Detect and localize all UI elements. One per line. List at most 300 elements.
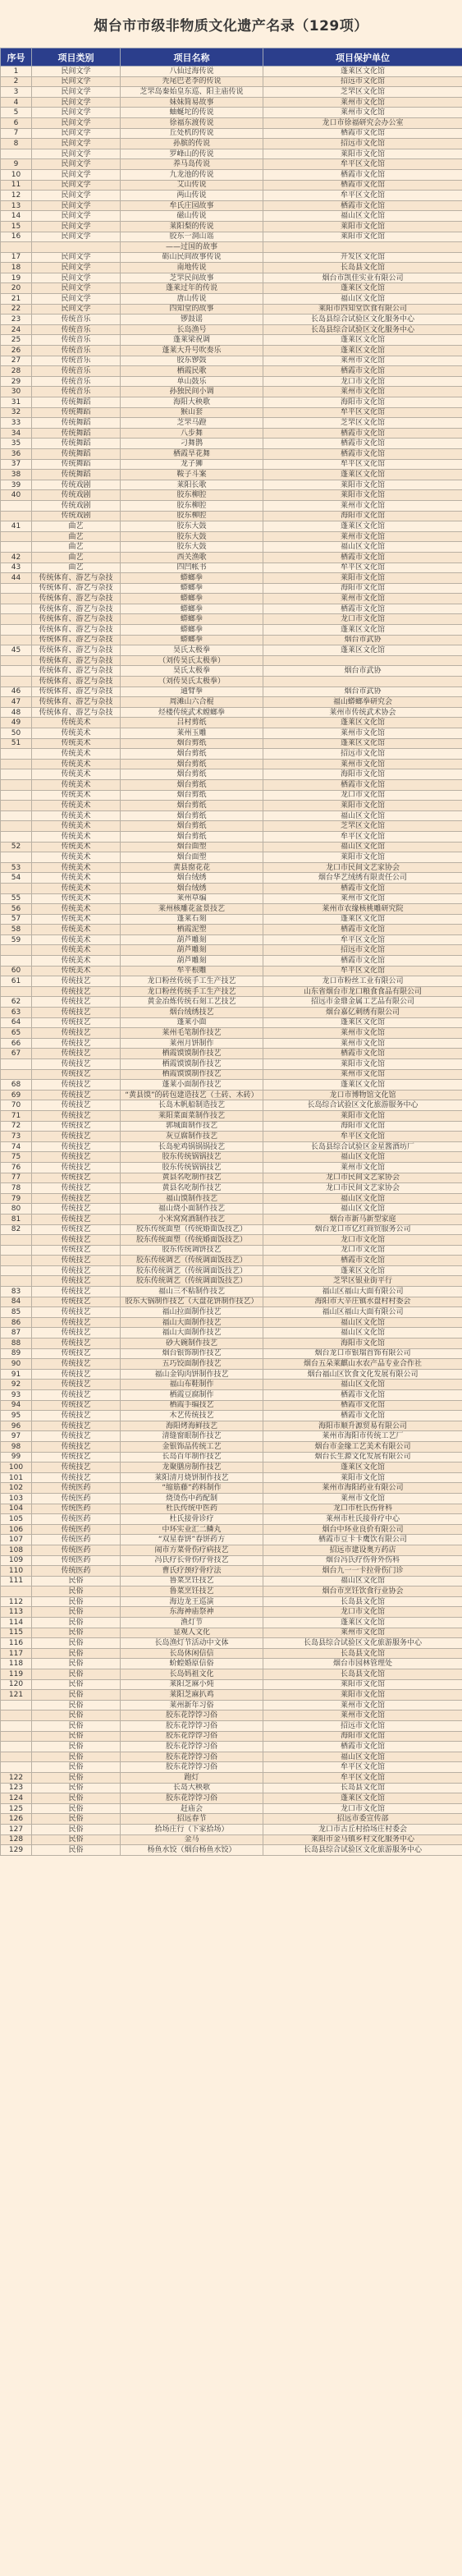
cell-project-name: 烟台剪纸 [121, 801, 263, 811]
cell-project-name: 烧烫伤中药配制 [121, 1493, 263, 1504]
cell-project-name: 蓬莱石刻 [121, 914, 263, 925]
table-row [1, 1256, 462, 1266]
cell-index: 30 [1, 387, 32, 397]
cell-project-name: 罗峰山的传说 [121, 149, 263, 159]
cell-protection-unit: 栖霞市文化馆 [263, 1390, 462, 1401]
cell-category: 传统技艺 [32, 1038, 121, 1049]
table-row [1, 418, 462, 429]
cell-project-name: 烟台剪纸 [121, 779, 263, 790]
cell-index: 7 [1, 128, 32, 139]
table-row [1, 873, 462, 884]
table-row [1, 883, 462, 893]
cell-index: 86 [1, 1317, 32, 1328]
cell-protection-unit: 莱州市海阳市传统工艺厂 [263, 1431, 462, 1442]
table-row [1, 604, 462, 614]
cell-index [1, 852, 32, 863]
cell-protection-unit: 莱阳市文化馆 [263, 490, 462, 501]
cell-protection-unit [263, 677, 462, 687]
cell-category: 传统技艺 [32, 986, 121, 997]
cell-index [1, 531, 32, 542]
table-row [1, 583, 462, 594]
cell-category: 传统美术 [32, 934, 121, 945]
table-row [1, 1390, 462, 1401]
cell-protection-unit: 莱州市文化馆 [263, 1162, 462, 1173]
cell-protection-unit: 龙口市古丘村拾场庄村委会 [263, 1824, 462, 1834]
table-row [1, 191, 462, 201]
cell-protection-unit: 烟台龙口市银瑞首饰有限公司 [263, 1348, 462, 1359]
cell-protection-unit: 莱州市文化馆 [263, 108, 462, 118]
cell-category: 民俗 [32, 1607, 121, 1618]
table-row [1, 594, 462, 604]
table-row [1, 1224, 462, 1235]
table-row [1, 200, 462, 211]
cell-category: 传统美术 [32, 873, 121, 884]
table-row [1, 428, 462, 439]
cell-index: 37 [1, 459, 32, 470]
cell-project-name: 南地传说 [121, 263, 263, 273]
cell-project-name: 妹妹简易故事 [121, 97, 263, 108]
cell-project-name: 单山鼓乐 [121, 376, 263, 387]
cell-protection-unit: 福山蟒螂拳研究会 [263, 697, 462, 708]
table-row [1, 1214, 462, 1224]
cell-category: 民俗 [32, 1803, 121, 1814]
cell-protection-unit: 芝罘区文化馆 [263, 418, 462, 429]
cell-index: 53 [1, 862, 32, 873]
cell-index [1, 583, 32, 594]
cell-project-name: 周滩山六合棍 [121, 697, 263, 708]
cell-category: 传统美术 [32, 831, 121, 842]
cell-index: 33 [1, 418, 32, 429]
table-row [1, 180, 462, 191]
cell-category: 传统技艺 [32, 1069, 121, 1080]
cell-protection-unit [263, 242, 462, 253]
cell-project-name: 莱阳菜面菜制作技艺 [121, 1110, 263, 1121]
cell-protection-unit: 莱阳市文化馆 [263, 852, 462, 863]
table-row [1, 1834, 462, 1845]
cell-protection-unit: 栖霞市文化馆 [263, 779, 462, 790]
cell-project-name: 莱州草编 [121, 893, 263, 904]
cell-protection-unit: 福山区文化馆 [263, 1193, 462, 1204]
cell-category: 传统舞蹈 [32, 470, 121, 480]
cell-category: 民俗 [32, 1659, 121, 1669]
cell-category: 传统技艺 [32, 1173, 121, 1183]
cell-index [1, 1721, 32, 1732]
cell-index: 49 [1, 718, 32, 728]
table-row [1, 1162, 462, 1173]
cell-project-name: 蟒螂拳 [121, 604, 263, 614]
cell-project-name: 烃楼传统武术螳螂拳 [121, 707, 263, 718]
cell-project-name: 通臂拳 [121, 686, 263, 697]
table-row [1, 1824, 462, 1834]
cell-protection-unit: 招远市文化馆 [263, 139, 462, 149]
cell-project-name: 胶东传统调艺（传统调面饭技艺） [121, 1276, 263, 1287]
cell-project-name: 黄金冶炼传统石刻工艺技艺 [121, 997, 263, 1008]
cell-category: 传统技艺 [32, 1080, 121, 1091]
table-row [1, 366, 462, 377]
cell-project-name: 蟒螂拳 [121, 635, 263, 645]
cell-index: 59 [1, 934, 32, 945]
cell-project-name: 海阳大秧歌 [121, 397, 263, 408]
cell-project-name: 福山三不粘制作技艺 [121, 1287, 263, 1297]
cell-category: 传统美术 [32, 718, 121, 728]
cell-category: 传统技艺 [32, 1008, 121, 1018]
table-row [1, 448, 462, 459]
table-row [1, 1669, 462, 1680]
table-row [1, 677, 462, 687]
cell-project-name: 养马岛传说 [121, 159, 263, 170]
cell-project-name: 栖霞馍馍制作技艺 [121, 1059, 263, 1070]
cell-category: 传统技艺 [32, 1090, 121, 1100]
cell-index: 5 [1, 108, 32, 118]
cell-protection-unit: 福山区文化馆 [263, 1380, 462, 1390]
cell-category: 民间文学 [32, 263, 121, 273]
cell-category: 民间文学 [32, 221, 121, 232]
cell-category: 传统医药 [32, 1545, 121, 1555]
cell-project-name: 显观人文化 [121, 1628, 263, 1638]
table-row [1, 1493, 462, 1504]
cell-project-name: 砺山民间故事传说 [121, 252, 263, 263]
table-row [1, 439, 462, 449]
cell-index: 43 [1, 562, 32, 573]
cell-project-name: 清缝窗眼制作技艺 [121, 1431, 263, 1442]
cell-protection-unit: 莱州市文化馆 [263, 728, 462, 739]
cell-category: 传统美术 [32, 914, 121, 925]
cell-project-name: 莱阳清月烧饼制作技艺 [121, 1472, 263, 1483]
cell-project-name: 胶东大鼓 [121, 531, 263, 542]
table-row [1, 500, 462, 511]
cell-category: 传统医药 [32, 1555, 121, 1566]
cell-index: 69 [1, 1090, 32, 1100]
cell-category: 曲艺 [32, 542, 121, 553]
cell-protection-unit: 莱州市文化馆 [263, 1493, 462, 1504]
cell-protection-unit: 福山区文化馆 [263, 1752, 462, 1762]
table-row [1, 1049, 462, 1059]
cell-index: 8 [1, 139, 32, 149]
cell-index [1, 883, 32, 893]
cell-category: 传统美术 [32, 862, 121, 873]
cell-project-name: 胶东传统调艺（传统调面饭技艺） [121, 1265, 263, 1276]
cell-protection-unit: 海阳市文化馆 [263, 769, 462, 780]
cell-index [1, 511, 32, 521]
cell-protection-unit: 海阳市文化馆 [263, 1121, 462, 1132]
table-row [1, 1566, 462, 1577]
table-row [1, 614, 462, 625]
table-row [1, 934, 462, 945]
table-row [1, 407, 462, 418]
cell-index: 101 [1, 1472, 32, 1483]
cell-category: 传统舞蹈 [32, 397, 121, 408]
table-row [1, 997, 462, 1008]
cell-index: 128 [1, 1834, 32, 1845]
cell-project-name: 黄县窗花花 [121, 862, 263, 873]
table-row [1, 1483, 462, 1494]
cell-protection-unit: 莱州市文化馆 [263, 759, 462, 769]
cell-project-name: 烟台剪纸 [121, 790, 263, 801]
cell-category: 传统技艺 [32, 1421, 121, 1431]
cell-project-name: 烟台剪纸 [121, 821, 263, 832]
table-row [1, 1814, 462, 1825]
cell-category: 民间文学 [32, 252, 121, 263]
cell-category: 民间文学 [32, 76, 121, 87]
cell-project-name: 长岛渔灯节活动中文体 [121, 1638, 263, 1649]
cell-category: 传统技艺 [32, 1132, 121, 1142]
cell-index: 25 [1, 335, 32, 346]
cell-category: 传统技艺 [32, 1297, 121, 1307]
cell-project-name: （刘传昊氏太极拳） [121, 677, 263, 687]
cell-protection-unit: 栖霞市文化馆 [263, 1411, 462, 1421]
cell-protection-unit: 长岛县文化馆 [263, 1783, 462, 1793]
cell-protection-unit: 长岛县文化馆 [263, 1596, 462, 1607]
cell-protection-unit: 龙口市文化馆 [263, 1245, 462, 1256]
table-row [1, 117, 462, 128]
cell-category: 传统体育、游艺与杂技 [32, 614, 121, 625]
cell-index: 39 [1, 480, 32, 490]
table-row [1, 1710, 462, 1721]
cell-category: 传统美术 [32, 728, 121, 739]
cell-protection-unit: 莱州市文化馆 [263, 500, 462, 511]
cell-index [1, 1710, 32, 1721]
table-row [1, 1628, 462, 1638]
table-row [1, 1152, 462, 1163]
cell-index: 11 [1, 180, 32, 191]
cell-protection-unit: 烟台市武协 [263, 635, 462, 645]
cell-category: 民俗 [32, 1793, 121, 1804]
cell-project-name: 莱州玉雕 [121, 728, 263, 739]
cell-project-name: 葫芦雕刻 [121, 945, 263, 956]
cell-index [1, 1731, 32, 1742]
table-row [1, 552, 462, 562]
cell-protection-unit: 海阳市文化馆 [263, 1339, 462, 1349]
table-row [1, 1317, 462, 1328]
table-row [1, 1038, 462, 1049]
cell-index [1, 500, 32, 511]
cell-protection-unit: 烟台五朵莱麒山水农产品专业合作社 [263, 1359, 462, 1370]
table-row [1, 1504, 462, 1514]
cell-protection-unit: 莱州市农缘核桃雕研究院 [263, 904, 462, 915]
cell-category: 传统技艺 [32, 976, 121, 987]
table-row [1, 232, 462, 242]
table-row [1, 821, 462, 832]
table-row [1, 1421, 462, 1431]
cell-protection-unit: 莱州市文化馆 [263, 97, 462, 108]
cell-index: 125 [1, 1803, 32, 1814]
cell-index [1, 655, 32, 666]
table-row [1, 1462, 462, 1473]
cell-project-name: 杜氏传统中医药 [121, 1504, 263, 1514]
cell-index: 14 [1, 211, 32, 222]
cell-project-name: 莱阳长歌 [121, 480, 263, 490]
cell-category: 传统技艺 [32, 1183, 121, 1194]
cell-index: 58 [1, 925, 32, 935]
cell-protection-unit: 栖霞市文化馆 [263, 1049, 462, 1059]
cell-category: 民俗 [32, 1752, 121, 1762]
cell-index: 20 [1, 283, 32, 294]
cell-protection-unit: 莱阳市文化馆 [263, 573, 462, 584]
table-row [1, 655, 462, 666]
table-row [1, 387, 462, 397]
cell-category: 传统美术 [32, 759, 121, 769]
cell-project-name: 丘处机的传说 [121, 128, 263, 139]
cell-index [1, 790, 32, 801]
cell-project-name: 猴山套 [121, 407, 263, 418]
cell-project-name: 福山大面制作技艺 [121, 1328, 263, 1339]
table-row [1, 335, 462, 346]
cell-index [1, 1762, 32, 1773]
cell-protection-unit: 烟台嘉亿刺绣有限公司 [263, 1008, 462, 1018]
cell-protection-unit: 龙口市民间文艺家协会 [263, 1183, 462, 1194]
cell-project-name: 莱阳芝麻扒鸡 [121, 1690, 263, 1701]
cell-index [1, 625, 32, 636]
cell-index: 93 [1, 1390, 32, 1401]
cell-protection-unit: 龙口市文化馆 [263, 1803, 462, 1814]
cell-project-name: 蟒螂拳 [121, 594, 263, 604]
cell-category: 传统戏剧 [32, 511, 121, 521]
table-row [1, 904, 462, 915]
cell-category: 民俗 [32, 1824, 121, 1834]
cell-project-name: 孙膑的传说 [121, 139, 263, 149]
cell-protection-unit: 蓬莱区文化馆 [263, 738, 462, 749]
cell-index: 62 [1, 997, 32, 1008]
table-row [1, 645, 462, 656]
cell-index: 55 [1, 893, 32, 904]
cell-index [1, 604, 32, 614]
cell-category: 传统美术 [32, 852, 121, 863]
cell-protection-unit: 莱阳市文化馆 [263, 1110, 462, 1121]
cell-protection-unit: 莱州市文化馆 [263, 1710, 462, 1721]
cell-category: 传统美术 [32, 956, 121, 967]
cell-protection-unit: 牟平区文化馆 [263, 1132, 462, 1142]
cell-project-name: 莱州新年习俗 [121, 1700, 263, 1710]
table-row [1, 1431, 462, 1442]
cell-index: 12 [1, 191, 32, 201]
cell-protection-unit: 蓬莱区文化馆 [263, 1618, 462, 1628]
cell-category: 传统医药 [32, 1535, 121, 1545]
header-project-name: 项目名称 [121, 48, 263, 67]
cell-project-name: 渔灯节 [121, 1618, 263, 1628]
cell-protection-unit: 烟台福山区饮食文化发展有限公司 [263, 1369, 462, 1380]
table-row [1, 1514, 462, 1525]
cell-category: 民俗 [32, 1638, 121, 1649]
cell-category: 传统技艺 [32, 1472, 121, 1483]
cell-project-name: 胶东花饽饽习俗 [121, 1710, 263, 1721]
cell-category: 传统技艺 [32, 1462, 121, 1473]
cell-protection-unit: 蓬莱区文化馆 [263, 645, 462, 656]
cell-protection-unit: 莱阳市文化馆 [263, 1472, 462, 1483]
cell-project-name: 莱州月饼制作 [121, 1038, 263, 1049]
cell-project-name: （刘传昊氏太极拳） [121, 655, 263, 666]
cell-category: 民间文学 [32, 304, 121, 315]
cell-protection-unit: 莱阳市文化馆 [263, 1059, 462, 1070]
table-row [1, 221, 462, 232]
cell-protection-unit: 蓬莱区文化馆 [263, 718, 462, 728]
cell-project-name: 昊氏太极拳 [121, 666, 263, 677]
cell-category: 传统医药 [32, 1566, 121, 1577]
cell-category: 传统美术 [32, 904, 121, 915]
cell-index: 119 [1, 1669, 32, 1680]
cell-protection-unit: 栖霞市文化馆 [263, 448, 462, 459]
table-row [1, 769, 462, 780]
cell-category: 曲艺 [32, 552, 121, 562]
cell-category: 民间文学 [32, 67, 121, 77]
cell-protection-unit: 福山区文化馆 [263, 294, 462, 305]
cell-project-name: 烟台剪纸 [121, 759, 263, 769]
cell-category: 传统技艺 [32, 1100, 121, 1111]
cell-protection-unit: 蓬莱区文化馆 [263, 625, 462, 636]
cell-project-name: 栖霞馍馍制作技艺 [121, 1069, 263, 1080]
cell-category: 传统音乐 [32, 346, 121, 356]
cell-protection-unit: 牟平区文化馆 [263, 831, 462, 842]
cell-index: 63 [1, 1008, 32, 1018]
cell-project-name: 蓬莱梁祝调 [121, 335, 263, 346]
cell-project-name: 胶东大鼓 [121, 542, 263, 553]
cell-category: 传统技艺 [32, 1441, 121, 1452]
cell-index: 116 [1, 1638, 32, 1649]
cell-protection-unit: 栖霞市文化馆 [263, 956, 462, 967]
cell-protection-unit: 芝罘区文化馆 [263, 821, 462, 832]
cell-project-name: 胶东柳腔 [121, 511, 263, 521]
cell-index [1, 1245, 32, 1256]
table-row [1, 1173, 462, 1183]
cell-protection-unit: 长岛县综合试验区文化服务中心 [263, 324, 462, 335]
cell-project-name: 刁舞鹊 [121, 439, 263, 449]
table-row [1, 801, 462, 811]
cell-index: 31 [1, 397, 32, 408]
table-row [1, 1586, 462, 1597]
cell-protection-unit: 龙口市民间文艺家协会 [263, 862, 462, 873]
cell-project-name: 栖霞馍馍制作技艺 [121, 1049, 263, 1059]
cell-project-name: 长岛百年制作技艺 [121, 1452, 263, 1462]
cell-index: 15 [1, 221, 32, 232]
table-row [1, 686, 462, 697]
table-row [1, 87, 462, 98]
table-row [1, 1659, 462, 1669]
cell-category: 传统美术 [32, 738, 121, 749]
cell-project-name: 鞍子斗案 [121, 470, 263, 480]
cell-protection-unit: 福山区文化馆 [263, 1204, 462, 1215]
cell-protection-unit: 蓬莱区文化馆 [263, 1080, 462, 1091]
cell-protection-unit: 烟台长生源文化发展有限公司 [263, 1452, 462, 1462]
cell-category: 传统技艺 [32, 1214, 121, 1224]
table-row [1, 1008, 462, 1018]
cell-project-name: 磁山传说 [121, 211, 263, 222]
cell-category: 传统美术 [32, 945, 121, 956]
cell-protection-unit: 海阳市顺升源贸易有限公司 [263, 1421, 462, 1431]
header-index: 序号 [1, 48, 32, 67]
cell-category: 传统技艺 [32, 1307, 121, 1318]
cell-category: 民俗 [32, 1762, 121, 1773]
cell-category: 传统体育、游艺与杂技 [32, 625, 121, 636]
cell-category: 传统美术 [32, 810, 121, 821]
table-row [1, 108, 462, 118]
cell-category: 民俗 [32, 1669, 121, 1680]
cell-protection-unit: 龙口市文化馆 [263, 376, 462, 387]
cell-index [1, 1256, 32, 1266]
table-row [1, 1411, 462, 1421]
cell-index: 102 [1, 1483, 32, 1494]
cell-index [1, 821, 32, 832]
cell-protection-unit: 莱阳市文化馆 [263, 232, 462, 242]
cell-category: 传统舞蹈 [32, 459, 121, 470]
cell-protection-unit: 莱阳市文化馆 [263, 1690, 462, 1701]
cell-category: 传统技艺 [32, 1059, 121, 1070]
table-row [1, 1679, 462, 1690]
cell-index: 46 [1, 686, 32, 697]
cell-index: 106 [1, 1524, 32, 1535]
cell-protection-unit: 莱州市文化馆 [263, 531, 462, 542]
cell-project-name: 烟台面塑 [121, 852, 263, 863]
cell-index: 66 [1, 1038, 32, 1049]
cell-category: 传统美术 [32, 883, 121, 893]
